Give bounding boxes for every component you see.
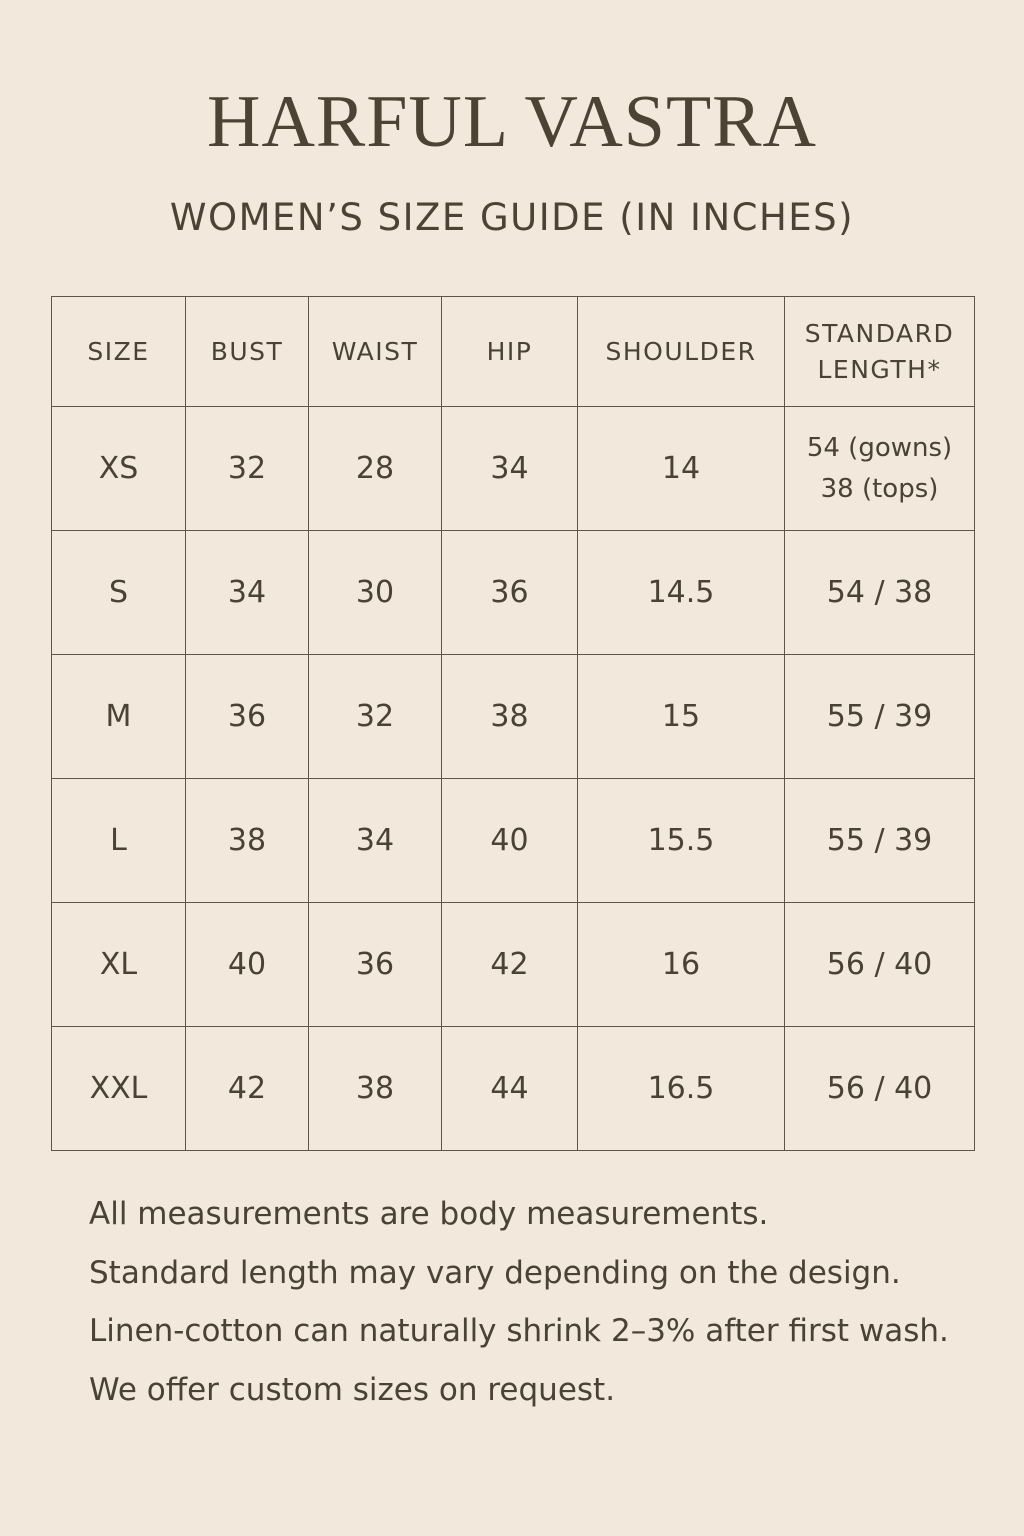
table-row — [52, 1027, 975, 1151]
size-table — [51, 296, 975, 1151]
cell-waist: 36 — [309, 903, 442, 1027]
cell-standard-length: 56 / 40 — [785, 903, 975, 1027]
cell-waist: 34 — [309, 779, 442, 903]
cell-waist: 38 — [309, 1027, 442, 1151]
header-bust: BUST — [186, 297, 309, 407]
cell-waist: 28 — [309, 407, 442, 531]
cell-hip: 42 — [442, 903, 578, 1027]
table-row — [52, 903, 975, 1027]
table-row — [52, 779, 975, 903]
cell-shoulder: 15.5 — [578, 779, 785, 903]
cell-shoulder: 14.5 — [578, 531, 785, 655]
notes-block — [89, 1192, 989, 1426]
cell-bust: 40 — [186, 903, 309, 1027]
note-line: Standard length may vary depending on the design. — [89, 1254, 901, 1291]
table-row — [52, 531, 975, 655]
cell-size: M — [52, 655, 186, 779]
note-line: We offer custom sizes on request. — [89, 1371, 616, 1408]
cell-waist: 32 — [309, 655, 442, 779]
cell-standard-length: 55 / 39 — [785, 655, 975, 779]
cell-bust: 36 — [186, 655, 309, 779]
cell-waist: 30 — [309, 531, 442, 655]
cell-size: XXL — [52, 1027, 186, 1151]
header-size: SIZE — [52, 297, 186, 407]
cell-bust: 34 — [186, 531, 309, 655]
table-header-row — [52, 297, 975, 407]
cell-shoulder: 16 — [578, 903, 785, 1027]
header-standard-length: STANDARD LENGTH* — [785, 297, 975, 407]
cell-size: XS — [52, 407, 186, 531]
cell-size: XL — [52, 903, 186, 1027]
cell-shoulder: 15 — [578, 655, 785, 779]
table-row — [52, 407, 975, 531]
cell-hip: 44 — [442, 1027, 578, 1151]
page-subtitle: WOMEN’S SIZE GUIDE (IN INCHES) — [169, 196, 855, 239]
table-row — [52, 655, 975, 779]
cell-standard-length: 55 / 39 — [785, 779, 975, 903]
cell-shoulder: 16.5 — [578, 1027, 785, 1151]
cell-bust: 38 — [186, 779, 309, 903]
cell-size: L — [52, 779, 186, 903]
brand-title: HARFUL VASTRA — [207, 81, 817, 163]
header-waist: WAIST — [309, 297, 442, 407]
cell-hip: 38 — [442, 655, 578, 779]
cell-standard-length: 56 / 40 — [785, 1027, 975, 1151]
note-line: Linen-cotton can naturally shrink 2–3% after first wash. — [89, 1313, 949, 1349]
cell-hip: 36 — [442, 531, 578, 655]
cell-hip: 40 — [442, 779, 578, 903]
cell-size: S — [52, 531, 186, 655]
cell-hip: 34 — [442, 407, 578, 531]
note-line: All measurements are body measurements. — [89, 1196, 769, 1232]
cell-standard-length: 54 (gowns) 38 (tops) — [785, 407, 975, 531]
cell-standard-length: 54 / 38 — [785, 531, 975, 655]
cell-bust: 42 — [186, 1027, 309, 1151]
header-hip: HIP — [442, 297, 578, 407]
header-shoulder: SHOULDER — [578, 297, 785, 407]
cell-shoulder: 14 — [578, 407, 785, 531]
cell-bust: 32 — [186, 407, 309, 531]
